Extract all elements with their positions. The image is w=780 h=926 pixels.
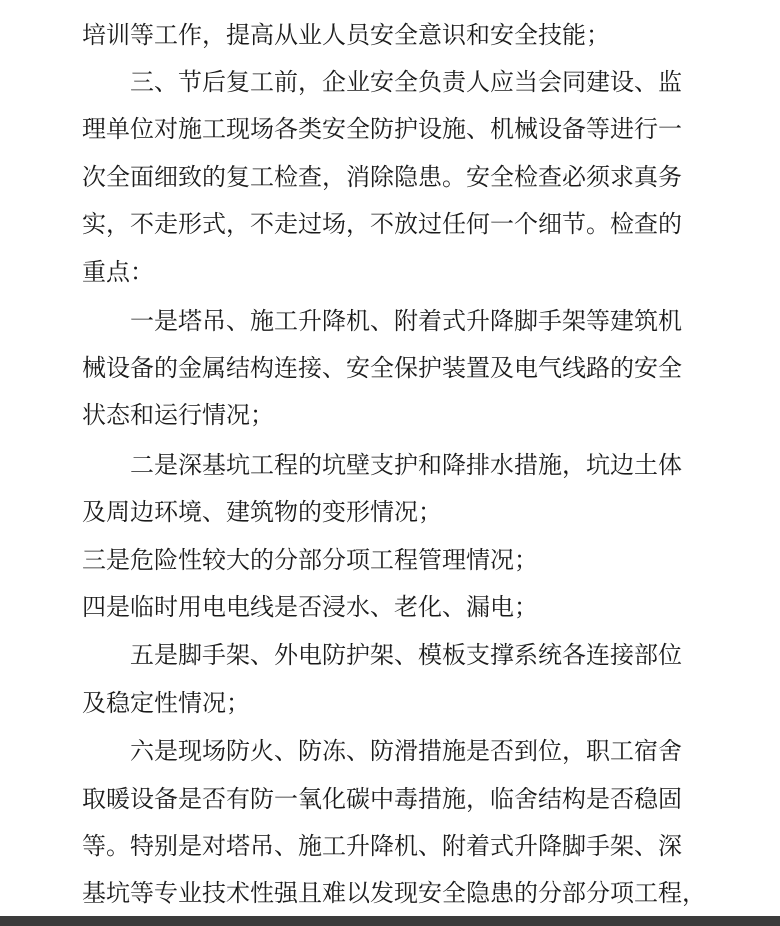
text-line: 及周边环境、建筑物的变形情况；	[82, 498, 442, 526]
text-line: 重点：	[82, 258, 154, 286]
text-line: 基坑等专业技术性强且难以发现安全隐患的分部分项工程，	[82, 879, 706, 907]
text-line: 等。特别是对塔吊、施工升降机、附着式升降脚手架、深	[82, 832, 682, 860]
text-line: 状态和运行情况；	[82, 401, 274, 429]
text-line: 培训等工作，提高从业人员安全意识和安全技能；	[82, 21, 610, 49]
text-line: 四是临时用电电线是否浸水、老化、漏电；	[82, 593, 538, 621]
text-line: 次全面细致的复工检查，消除隐患。安全检查必须求真务	[82, 163, 682, 191]
text-line: 理单位对施工现场各类安全防护设施、机械设备等进行一	[82, 115, 682, 143]
bottom-edge-bar	[0, 916, 780, 926]
paragraph-start-line: 一是塔吊、施工升降机、附着式升降脚手架等建筑机	[130, 307, 682, 335]
text-line: 械设备的金属结构连接、安全保护装置及电气线路的安全	[82, 354, 682, 382]
paragraph-start-line: 三、节后复工前，企业安全负责人应当会同建设、监	[130, 68, 682, 96]
paragraph-start-line: 五是脚手架、外电防护架、模板支撑系统各连接部位	[130, 641, 682, 669]
text-line: 三是危险性较大的分部分项工程管理情况；	[82, 546, 538, 574]
text-line: 取暖设备是否有防一氧化碳中毒措施，临舍结构是否稳固	[82, 785, 682, 813]
paragraph-start-line: 六是现场防火、防冻、防滑措施是否到位，职工宿舍	[130, 737, 682, 765]
paragraph-start-line: 二是深基坑工程的坑壁支护和降排水措施，坑边土体	[130, 451, 682, 479]
text-line: 实，不走形式，不走过场，不放过任何一个细节。检查的	[82, 210, 682, 238]
text-line: 及稳定性情况；	[82, 689, 250, 717]
